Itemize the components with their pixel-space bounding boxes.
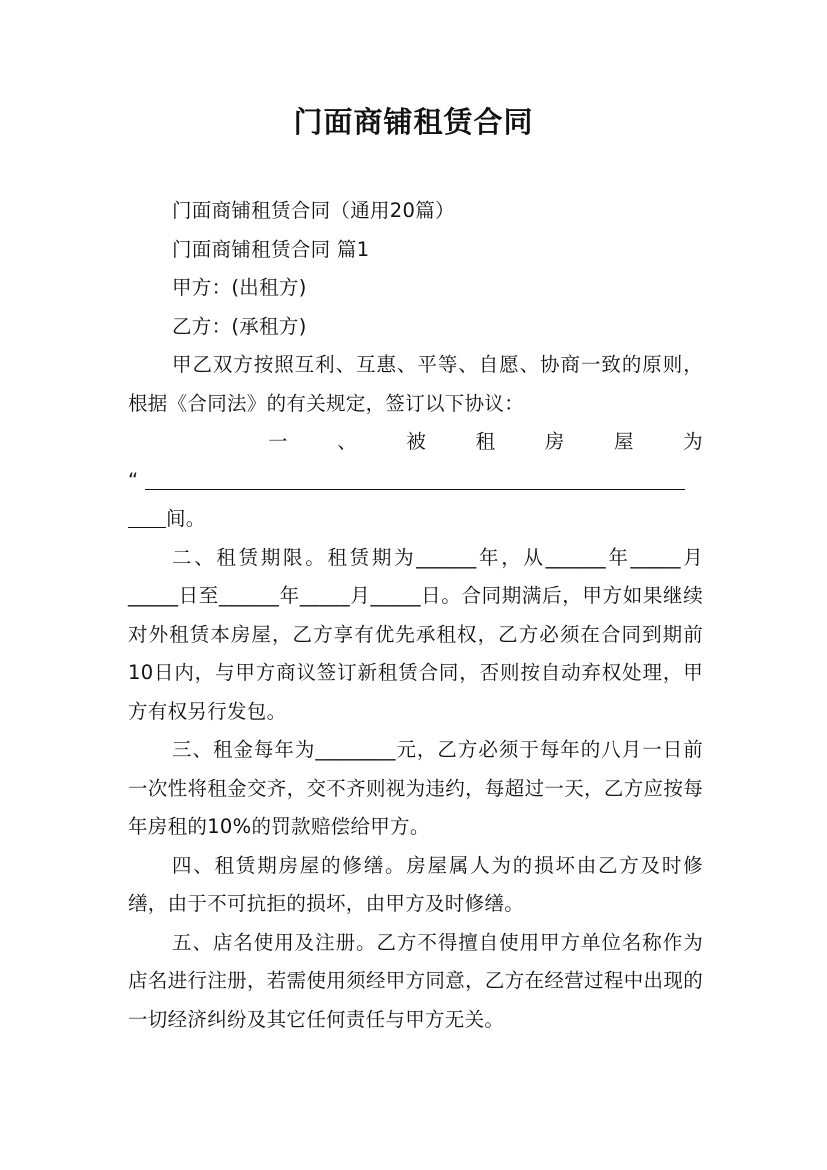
clause1-blank-line	[128, 462, 703, 501]
blank-underline	[145, 467, 685, 490]
clause1-char: 、	[337, 430, 357, 453]
clause1-end-line	[128, 500, 703, 539]
clause1-char: 被	[406, 430, 427, 453]
clause3-paragraph: 三、租金每年为________元，乙方必须于每年的八月一日前一次性将租金交齐，交不齐则视为违约，每超过一天，乙方应按每年房租的10%的罚款赔偿给甲方。	[128, 738, 703, 838]
party-b-line: 乙方：(承租方)	[172, 314, 307, 338]
clause1-char: 屋	[613, 430, 634, 453]
clause5-paragraph: 五、店名使用及注册。乙方不得擅自使用甲方单位名称作为店名进行注册，若需使用须经甲方同意，乙方在经营过程中出现的一切经济纠纷及其它任何责任与甲方无关。	[128, 930, 703, 1031]
clause1-open-quote: “	[128, 468, 139, 492]
document-body	[128, 192, 703, 1039]
principle-paragraph: 甲乙双方按照互利、互惠、平等、自愿、协商一致的原则，根据《合同法》的有关规定，签订以下协议：	[128, 353, 703, 415]
party-a-line: 甲方：(出租方)	[172, 276, 307, 299]
blank-underline	[128, 505, 166, 528]
clause1-char: 一	[268, 430, 288, 453]
clause1-char: 为	[683, 430, 703, 453]
clause1-end-text: 间。	[166, 507, 206, 530]
clause1-char: 租	[475, 430, 496, 453]
clause4-paragraph: 四、租赁期房屋的修缮。房屋属人为的损坏由乙方及时修缮，由于不可抗拒的损坏，由甲方及时修缮。	[128, 853, 703, 915]
intro-line: 门面商铺租赁合同（通用20篇）	[172, 199, 455, 222]
clause1-first-line	[128, 423, 703, 462]
part-heading: 门面商铺租赁合同 篇1	[172, 237, 370, 261]
document-title: 门面商铺租赁合同	[293, 105, 534, 139]
clause2-paragraph: 二、租赁期限。租赁期为______年，从______年_____月_____日至______年_____月_____日。合同期满后，甲方如果继续对外租赁本房屋，乙方享有优先承租权，乙方必须在合同到期前10日内，与甲方商议签订新租赁合同，否则按自动弃权处理，甲方有权另行发包。	[128, 545, 703, 723]
clause1-char: 房	[544, 430, 565, 453]
